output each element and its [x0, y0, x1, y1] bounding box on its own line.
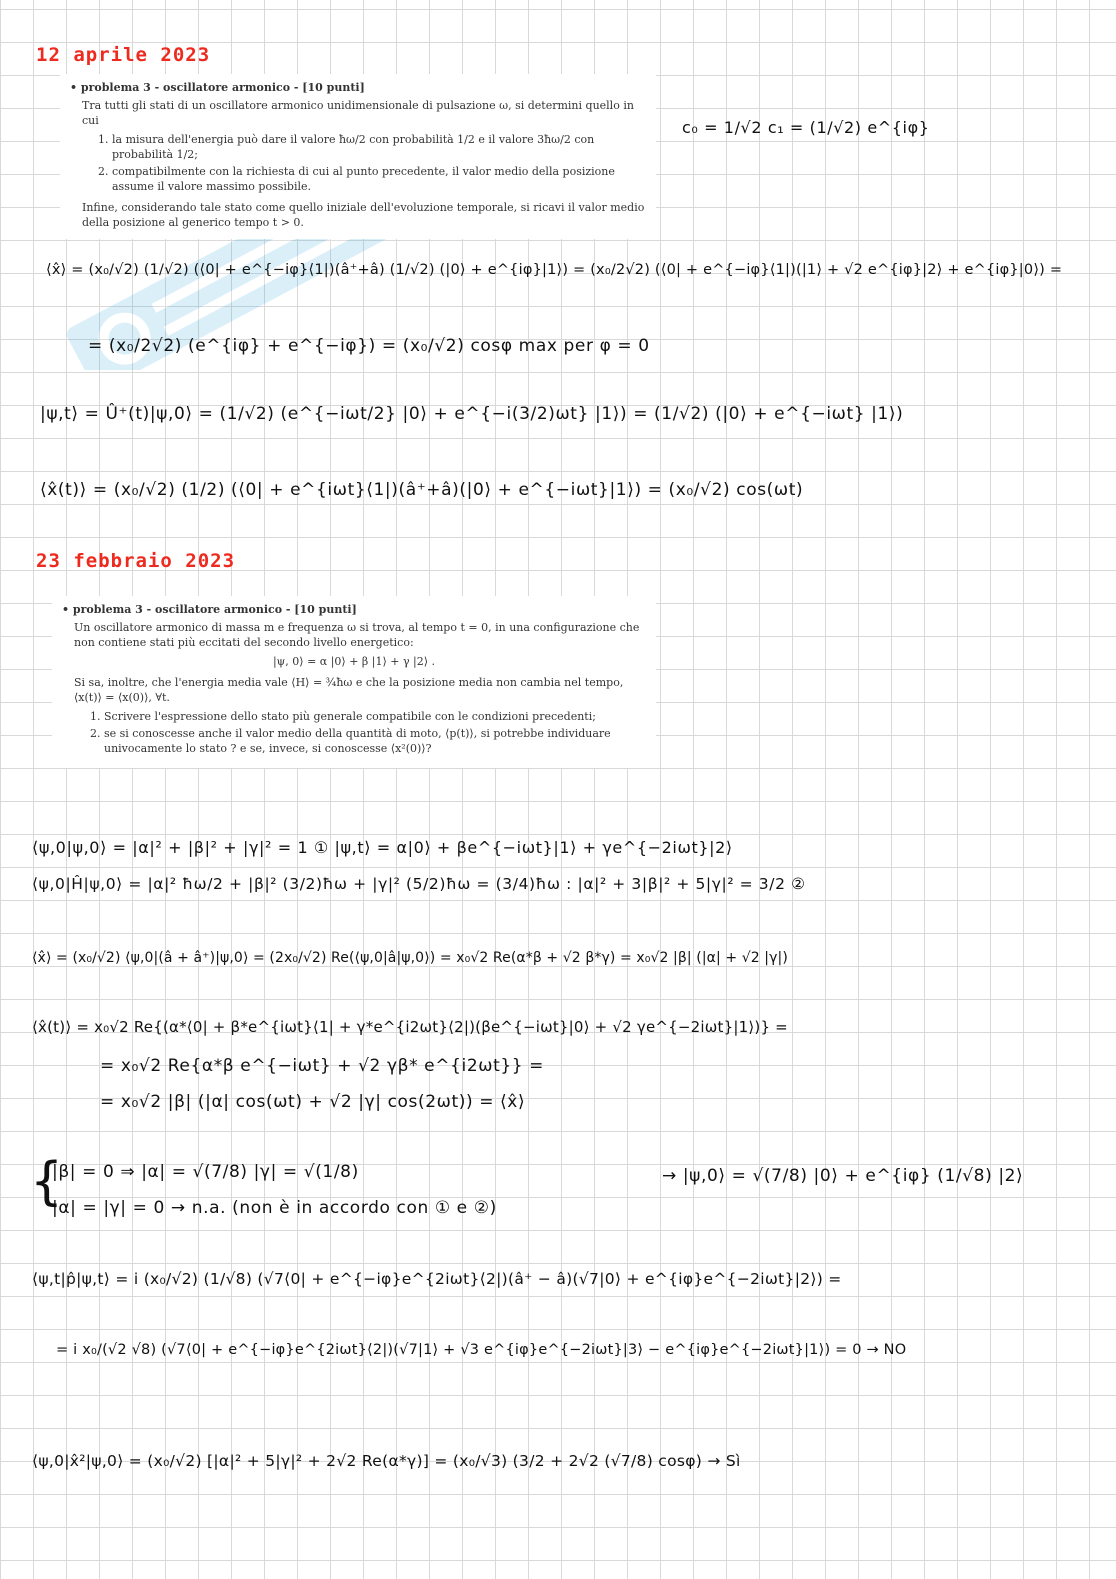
problem-item: 1. la misura dell'energia può dare il valore ħω/2 con probabilità 1/2 e il valore 3ħω/2 con probabilità 1/2; — [112, 132, 646, 162]
derivation-line: ⟨ψ,0|Ĥ|ψ,0⟩ = |α|² ħω/2 + |β|² (3/2)ħω + |γ|² (5/2)ħω = (3/4)ħω : |α|² + 3|β|² + 5|γ|² = 3/2 ② — [32, 875, 806, 893]
derivation-line: ⟨ψ,t|p̂|ψ,t⟩ = i (x₀/√2) (1/√8) (√7⟨0| + e^{−iφ}e^{2iωt}⟨2|)(â⁺ − â)(√7|0⟩ + e^{iφ}e^{−2iωt}|2⟩) = — [32, 1270, 842, 1288]
derivation-line: ⟨x̂(t)⟩ = x₀√2 Re{(α*⟨0| + β*e^{iωt}⟨1| + γ*e^{i2ωt}⟨2|)(βe^{−iωt}|0⟩ + √2 γe^{−2iωt}|1⟩)} = — [32, 1018, 788, 1036]
problem-item: 2. compatibilmente con la richiesta di cui al punto precedente, il valor medio della posizione assume il valore massimo possibile. — [112, 164, 646, 194]
problem-condition: Si sa, inoltre, che l'energia media vale ⟨H⟩ = ¾ħω e che la posizione media non cambia nel tempo, ⟨x(t)⟩ = ⟨x(0)⟩, ∀t. — [74, 676, 624, 704]
initial-state-equation: |ψ, 0⟩ = α |0⟩ + β |1⟩ + γ |2⟩ . — [272, 655, 436, 668]
derivation-line: ⟨x̂(t)⟩ = (x₀/√2) (1/2) (⟨0| + e^{iωt}⟨1|)(â⁺+â)(|0⟩ + e^{−iωt}|1⟩) = (x₀/√2) cos(ωt) — [40, 480, 804, 500]
problem-item: 2. se si conoscesse anche il valor medio della quantità di moto, ⟨p(t)⟩, si potrebbe individuare univocamente lo stato ? e se, invece, si conoscesse ⟨x²(0)⟩? — [104, 726, 646, 756]
problem-items — [86, 709, 646, 756]
problem-outro: Infine, considerando tale stato come quello iniziale dell'evoluzione temporale, si ricavi il valor medio della posizione al generico tempo t > 0. — [82, 201, 645, 229]
derivation-line: ⟨x̂⟩ = (x₀/√2) (1/√2) (⟨0| + e^{−iφ}⟨1|)(â⁺+â) (1/√2) (|0⟩ + e^{iφ}|1⟩) = (x₀/2√2) (⟨0| + e^{−iφ}⟨1|)(|1⟩ + √2 e^{iφ}|2⟩ + e^{iφ}|0⟩) = — [46, 262, 1063, 278]
case-line: |α| = |γ| = 0 → n.a. (non è in accordo con ① e ②) — [52, 1198, 497, 1218]
problem-intro: Un oscillatore armonico di massa m e frequenza ω si trova, al tempo t = 0, in una configurazione che non contiene stati più eccitati del secondo livello energetico: — [74, 621, 640, 649]
problem-statement-2 — [52, 596, 656, 768]
problem-items — [94, 132, 646, 194]
case-brace: { — [30, 1152, 64, 1212]
problem-title: • problema 3 - oscillatore armonico - [10 punti] — [62, 602, 646, 617]
derivation-line: ⟨ψ,0|x̂²|ψ,0⟩ = (x₀/√2) [|α|² + 5|γ|² + 2√2 Re(α*γ)] = (x₀/√3) (3/2 + 2√2 (√7/8) cosφ) → Sì — [32, 1452, 741, 1470]
derivation-line: = (x₀/2√2) (e^{iφ} + e^{−iφ}) = (x₀/√2) cosφ max per φ = 0 — [88, 336, 650, 356]
derivation-line: → |ψ,0⟩ = √(7/8) |0⟩ + e^{iφ} (1/√8) |2⟩ — [662, 1166, 1024, 1186]
section-date-1: 12 aprile 2023 — [36, 44, 211, 66]
coefficients-note: c₀ = 1/√2 c₁ = (1/√2) e^{iφ} — [682, 118, 930, 137]
derivation-line: |ψ,t⟩ = Û⁺(t)|ψ,0⟩ = (1/√2) (e^{−iωt/2} |0⟩ + e^{−i(3/2)ωt} |1⟩) = (1/√2) (|0⟩ + e^{−iωt} |1⟩) — [40, 404, 904, 424]
derivation-line: = x₀√2 Re{α*β e^{−iωt} + √2 γβ* e^{i2ωt}} = — [100, 1056, 545, 1076]
derivation-line: = x₀√2 |β| (|α| cos(ωt) + √2 |γ| cos(2ωt)) = ⟨x̂⟩ — [100, 1092, 526, 1112]
problem-item: 1. Scrivere l'espressione dello stato più generale compatibile con le condizioni precedenti; — [104, 709, 646, 724]
derivation-line: = i x₀/(√2 √8) (√7⟨0| + e^{−iφ}e^{2iωt}⟨2|)(√7|1⟩ + √3 e^{iφ}e^{−2iωt}|3⟩ − e^{iφ}e^{−2iωt}|1⟩) = 0 → NO — [56, 1342, 907, 1358]
derivation-line: ⟨x̂⟩ = (x₀/√2) ⟨ψ,0|(â + â⁺)|ψ,0⟩ = (2x₀/√2) Re(⟨ψ,0|â|ψ,0⟩) = x₀√2 Re(α*β + √2 β*γ) = x₀√2 |β| (|α| + √2 |γ|) — [32, 950, 788, 966]
problem-intro: Tra tutti gli stati di un oscillatore armonico unidimensionale di pulsazione ω, si determini quello in cui — [82, 99, 634, 127]
derivation-line: ⟨ψ,0|ψ,0⟩ = |α|² + |β|² + |γ|² = 1 ① |ψ,t⟩ = α|0⟩ + βe^{−iωt}|1⟩ + γe^{−2iωt}|2⟩ — [32, 838, 733, 857]
case-line: |β| = 0 ⇒ |α| = √(7/8) |γ| = √(1/8) — [52, 1162, 359, 1182]
section-date-2: 23 febbraio 2023 — [36, 550, 236, 572]
problem-title: • problema 3 - oscillatore armonico - [10 punti] — [70, 80, 646, 95]
problem-statement-1 — [60, 74, 656, 239]
